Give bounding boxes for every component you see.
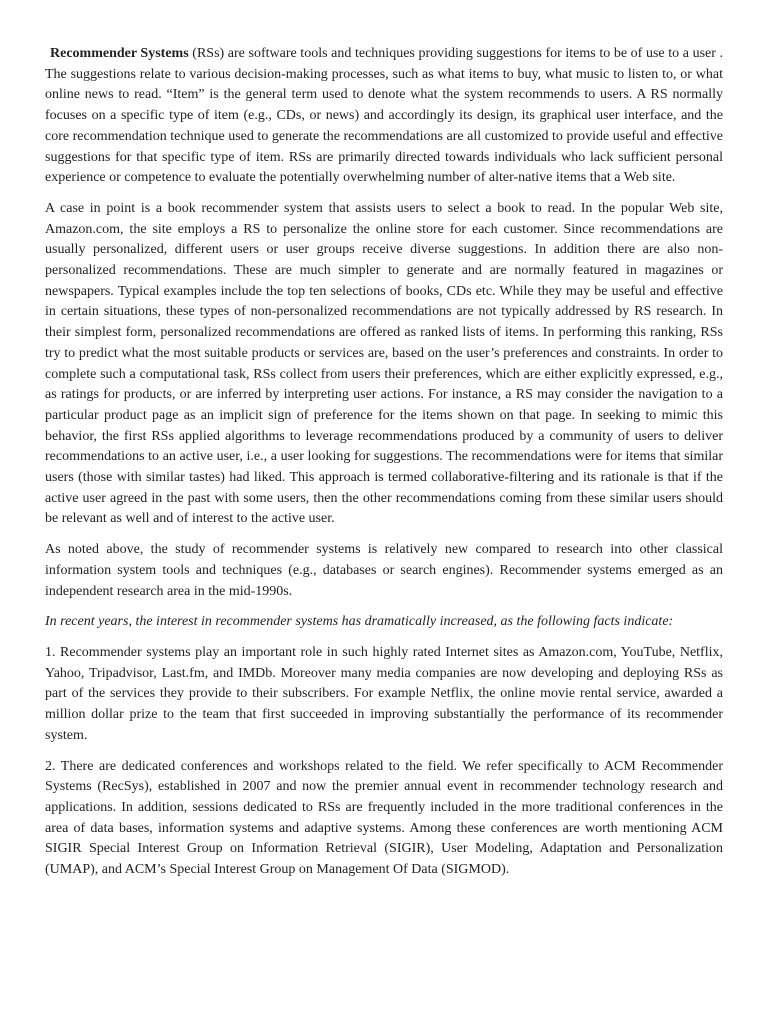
paragraph-fact-2: 2. There are dedicated conferences and workshops related to the field. We refer specifically to ACM Recommender Systems (RecSys), established in 2007 and now the premier annual event in recommender technology research and applications. In addition, sessions dedicated to RSs are frequently included in the more traditional conferences in the area of data bases, information systems and adaptive systems. Among these conferences are worth mentioning ACM SIGIR Special Interest Group on Information Retrieval (SIGIR), User Modeling, Adaptation and Personalization (UMAP), and ACM’s Special Interest Group on Management Of Data (SIGMOD).	[45, 758, 723, 878]
paragraph-facts-intro: In recent years, the interest in recommender systems has dramatically increased, as the following facts indicate:	[45, 614, 674, 630]
paragraph-intro-text: (RSs) are software tools and techniques providing suggestions for items to be of use to a user . The suggestions relate to various decision-making processes, such as what items to buy, what music to listen to, or what online news to read. “Item” is the general term used to denote what the system recommends to users. A RS normally focuses on a specific type of item (e.g., CDs, or news) and accordingly its design, its graphical user interface, and the core recommendation technique used to generate the recommendations are all customized to provide useful and effective suggestions for that specific type of item. RSs are primarily directed towards individuals who lack sufficient personal experience or competence to evaluate the potentially overwhelming number of alter-native items that a Web site.	[45, 46, 724, 186]
document-page	[45, 44, 723, 891]
paragraph-fact-1: 1. Recommender systems play an important role in such highly rated Internet sites as Amazon.com, YouTube, Netflix, Yahoo, Tripadvisor, Last.fm, and IMDb. Moreover many media companies are now developing and deploying RSs as part of the services they provide to their subscribers. For example Netflix, the online movie rental service, awarded a million dollar prize to the team that first succeeded in improving substantially the performance of its recommender system.	[45, 644, 723, 743]
paragraph-case-in-point: A case in point is a book recommender system that assists users to select a book to read. In the popular Web site, Amazon.com, the site employs a RS to personalize the online store for each customer. Since recommendations are usually personalized, different users or user groups receive diverse suggestions. In addition there are also non-personalized recommendations. These are much simpler to generate and are normally featured in magazines or newspapers. Typical examples include the top ten selections of books, CDs etc. While they may be useful and effective in certain situations, these types of non-personalized recommendations are not typically addressed by RS research. In their simplest form, personalized recommendations are offered as ranked lists of items. In performing this ranking, RSs try to predict what the most suitable products or services are, based on the user’s preferences and constraints. In order to complete such a computational task, RSs collect from users their preferences, which are either explicitly expressed, e.g., as ratings for products, or are inferred by interpreting user actions. For instance, a RS may consider the navigation to a particular product page as an implicit sign of preference for the items shown on that page. In seeking to mimic this behavior, the first RSs applied algorithms to leverage recommendations produced by a community of users to deliver recommendations to an active user, i.e., a user looking for suggestions. The recommendations were for items that similar users (those with similar tastes) had liked. This approach is termed collaborative-filtering and its rationale is that if the active user agreed in the past with some users, then the other recommendations coming from these similar users should be relevant as well and of interest to the active user.	[45, 200, 723, 527]
paragraph-intro	[45, 44, 723, 189]
paragraph-history: As noted above, the study of recommender systems is relatively new compared to research into other classical information system tools and techniques (e.g., databases or search engines). Recommender systems emerged as an independent research area in the mid-1990s.	[45, 542, 723, 599]
lead-term: Recommender Systems	[50, 46, 189, 61]
